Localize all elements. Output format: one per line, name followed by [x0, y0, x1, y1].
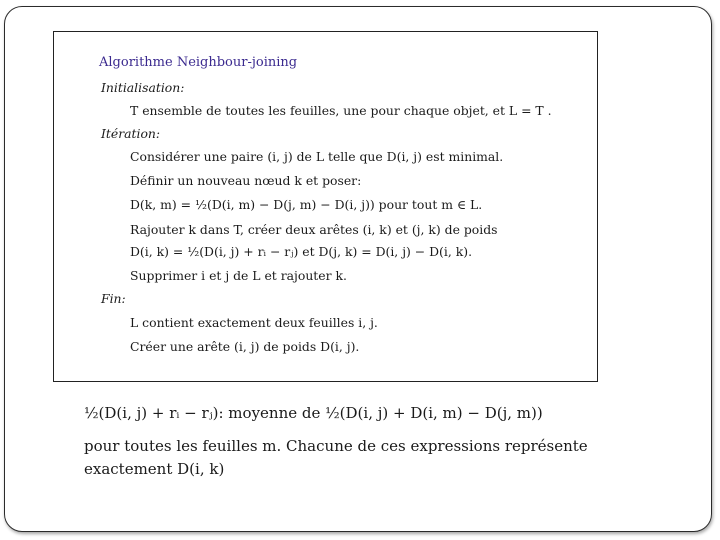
algorithm-title: Algorithme Neighbour-joining [99, 55, 298, 70]
iteration-line-6: Supprimer i et j de L et rajouter k. [130, 268, 347, 283]
fin-label: Fin: [101, 291, 126, 306]
algorithm-box [53, 31, 598, 382]
iteration-line-1: Considérer une paire (i, j) de L telle que D(i, j) est minimal. [130, 149, 504, 164]
iteration-line-3: D(k, m) = ½(D(i, m) − D(j, m) − D(i, j)) pour tout m ∈ L. [130, 197, 483, 212]
iteration-line-5: D(i, k) = ½(D(i, j) + rᵢ − rⱼ) et D(j, k) = D(i, j) − D(i, k). [130, 244, 473, 259]
iteration-line-4: Rajouter k dans T, créer deux arêtes (i, k) et (j, k) de poids [130, 222, 498, 237]
note-line-2: pour toutes les feuilles m. Chacune de ces expressions représente [84, 437, 588, 455]
fin-line-1: L contient exactement deux feuilles i, j. [130, 315, 378, 330]
initialisation-label: Initialisation: [101, 80, 185, 95]
fin-line-2: Créer une arête (i, j) de poids D(i, j). [130, 339, 360, 354]
note-line-1: ½(D(i, j) + rᵢ − rⱼ): moyenne de ½(D(i, j) + D(i, m) − D(j, m)) [84, 404, 543, 422]
iteration-line-2: Définir un nouveau nœud k et poser: [130, 173, 362, 188]
note-line-3: exactement D(i, k) [84, 460, 225, 478]
initialisation-line: T ensemble de toutes les feuilles, une pour chaque objet, et L = T . [130, 103, 552, 118]
iteration-label: Itération: [101, 126, 161, 141]
